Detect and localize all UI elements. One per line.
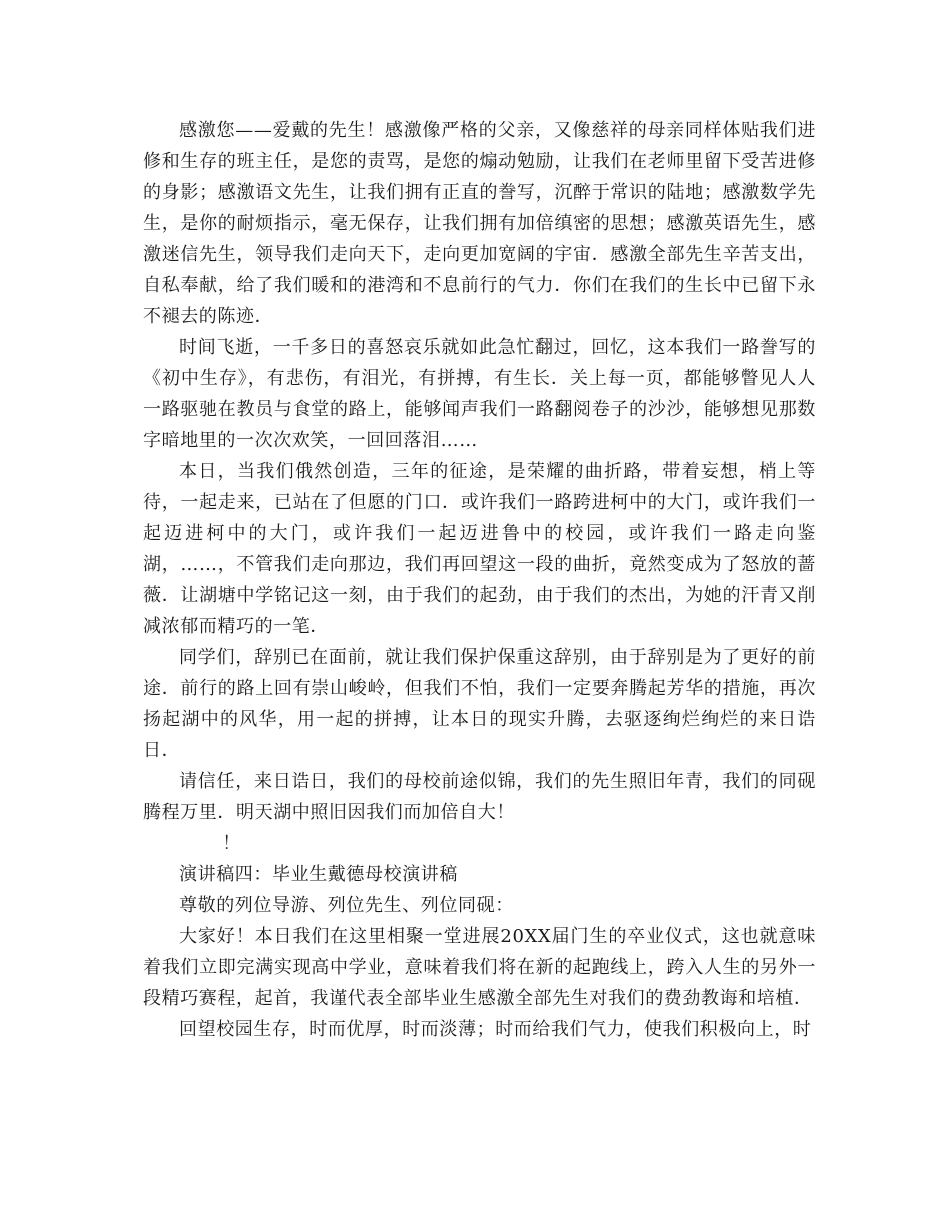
speech-salutation: 尊敬的列位导游、列位先生、列位同砚： — [179, 895, 514, 916]
paragraph-today-journey: 本日，当我们俄然创造，三年的征途，是荣耀的曲折路，带着妄想，梢上等待，一起走来，已站在了但愿的门口．或许我们一路跨进柯中的大门，或许我们一起迈进柯中的大门，或许我们一起迈进鲁中的校园，或许我们一路走向鉴湖，……，不管我们走向那边，我们再回望这一段的曲折，竟然变成为了怒放的蔷薇．让湖塘中学铭记这一刻，由于我们的起劲，由于我们的杰出，为她的汗青又削减浓郁而精巧的一笔． — [143, 461, 816, 637]
paragraph-trust-future: 请信任，来日诰日，我们的母校前途似锦，我们的先生照旧年青，我们的同砚腾程万里．明天湖中照旧因我们而加倍自大！ — [143, 771, 816, 823]
paragraph-greeting: 大家好！本日我们在这里相聚一堂进展20XX届门生的卒业仪式，这也就意味着我们立即完满实现高中学业，意味着我们将在新的起跑线上，跨入人生的另外一段精巧赛程，起首，我谨代表全部毕业生感激全部先生对我们的费劲教诲和培植． — [143, 926, 816, 1009]
paragraph-time-flies: 时间飞逝，一千多日的喜怒哀乐就如此急忙翻过，回忆，这本我们一路誊写的《初中生存》，有悲伤，有泪光，有拼搏，有生长．关上每一页，都能够瞥见人人一路驱驰在教员与食堂的路上，能够闻声我们一路翻阅卷子的沙沙，能够想见那数字暗地里的一次次欢笑，一回回落泪…… — [143, 337, 816, 451]
document-body — [143, 115, 816, 1045]
paragraph-exclamation: ！ — [222, 833, 241, 854]
speech-heading: 演讲稿四：毕业生戴德母校演讲稿 — [179, 864, 458, 885]
paragraph-farewell: 同学们，辞别已在面前，就让我们保护保重这辞别，由于辞别是为了更好的前途．前行的路上回有崇山峻岭，但我们不怕，我们一定要奔腾起芳华的措施，再次扬起湖中的风华，用一起的拼搏，让本日的现实升腾，去驱逐绚烂绚烂的来日诰日． — [143, 647, 816, 761]
paragraph-thanks-teachers: 感激您——爱戴的先生！感激像严格的父亲，又像慈祥的母亲同样体贴我们进修和生存的班主任，是您的责骂，是您的煽动勉励，让我们在老师里留下受苦进修的身影；感激语文先生，让我们拥有正直的誊写，沉醉于常识的陆地；感激数学先生，是你的耐烦指示，毫无保存，让我们拥有加倍缜密的思想；感激英语先生，感激迷信先生，领导我们走向天下，走向更加宽阔的宇宙．感激全部先生辛苦支出，自私奉献，给了我们暖和的港湾和不息前行的气力．你们在我们的生长中已留下永不褪去的陈迹． — [143, 120, 816, 327]
paragraph-looking-back: 回望校园生存，时而优厚，时而淡薄；时而给我们气力，使我们积极向上，时 — [179, 1019, 812, 1040]
